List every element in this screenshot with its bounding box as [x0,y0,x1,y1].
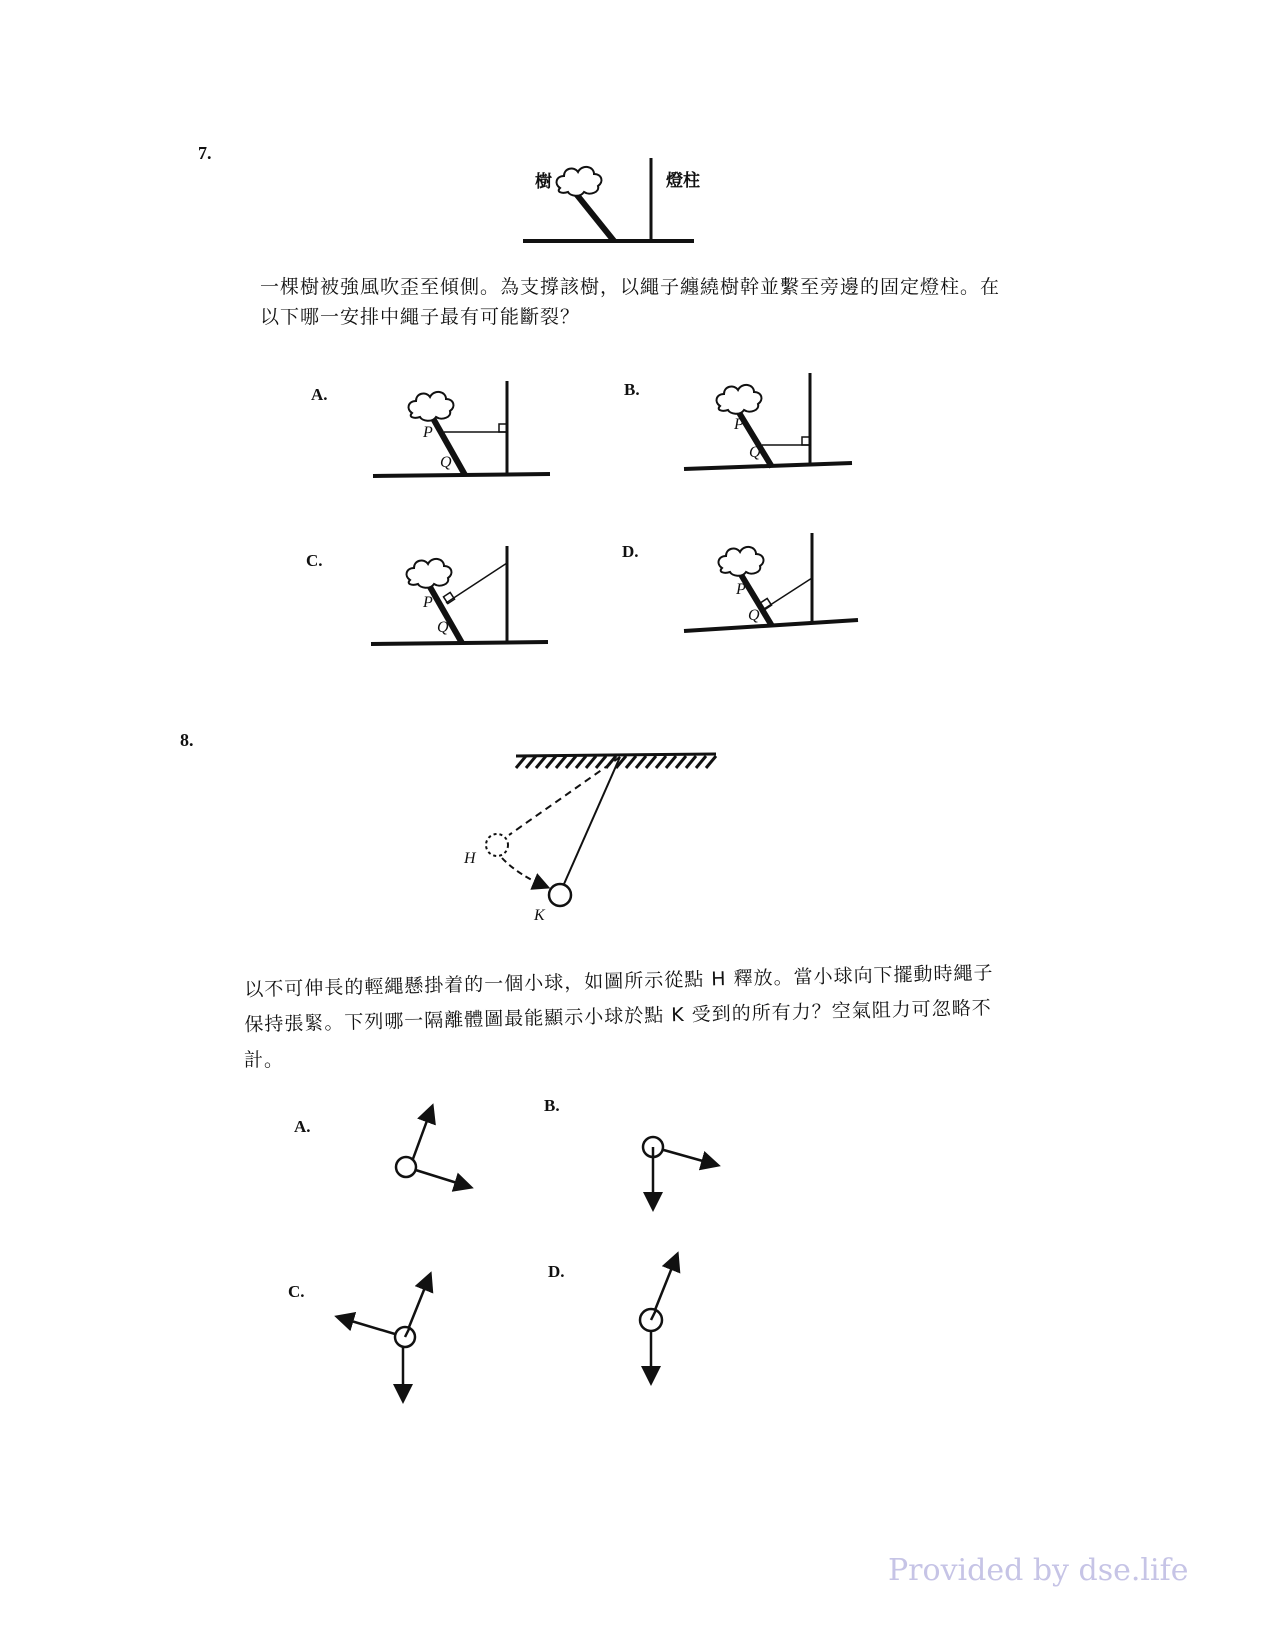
q7-main-diagram [520,150,700,250]
point-p-label: P [736,581,746,598]
q7-option-c-diagram[interactable] [368,540,553,650]
q7-option-a-diagram[interactable] [370,375,555,485]
q8-option-d-letter[interactable]: D. [548,1262,565,1281]
q8-option-c-diagram[interactable] [330,1265,450,1410]
q8-option-a-letter[interactable]: A. [294,1117,311,1136]
q7-option-c-letter[interactable]: C. [306,551,323,570]
q7-option-b-letter[interactable]: B. [624,380,640,399]
q8-pendulum-diagram [480,735,730,925]
q8-option-d-diagram[interactable] [625,1250,705,1390]
tree-crown-icon [557,167,602,196]
tree-crown-icon [719,547,764,576]
q8-option-b-letter[interactable]: B. [544,1096,560,1115]
tree-crown-icon [409,392,454,421]
q8-stem-line-3: 計。 [244,1049,285,1071]
q8-option-a-diagram[interactable] [380,1095,490,1205]
point-q-label: Q [440,454,452,471]
point-p-label: P [423,594,433,611]
provider-watermark: Provided by dse.life [888,1553,1189,1588]
q8-stem-line-2: 保持張緊。下列哪一隔離體圖最能顯示小球於點 K 受到的所有力？空氣阻力可忽略不 [244,997,992,1036]
point-p-label: P [734,416,744,433]
point-q-label: Q [437,619,449,636]
point-k-label: K [534,907,545,924]
q7-stem-line-2: 以下哪一安排中繩子最有可能斷裂？ [260,306,581,328]
point-p-label: P [423,424,433,441]
point-q-label: Q [748,607,760,624]
q8-stem-line-1: 以不可伸長的輕繩懸掛着的一個小球，如圖所示從點 H 釋放。當小球向下擺動時繩子 [244,961,994,1001]
q7-option-d-diagram[interactable] [680,530,865,640]
tree-crown-icon [717,385,762,414]
q7-stem-line-1: 一棵樹被強風吹歪至傾側。為支撐該樹，以繩子纏繞樹幹並繫至旁邊的固定燈柱。在 [260,276,1001,298]
point-q-label: Q [749,444,761,461]
q7-option-d-letter[interactable]: D. [622,542,639,561]
question-8-number: 8. [180,730,194,750]
q8-option-b-diagram[interactable] [625,1120,735,1220]
question-7-number: 7. [198,143,212,163]
q7-option-b-diagram[interactable] [680,370,860,475]
lamp-post-label: 燈柱 [666,171,700,191]
tree-label: 樹 [535,172,552,192]
tree-crown-icon [407,559,452,588]
q7-option-a-letter[interactable]: A. [311,385,328,404]
q8-option-c-letter[interactable]: C. [288,1282,305,1301]
point-h-label: H [464,850,476,867]
